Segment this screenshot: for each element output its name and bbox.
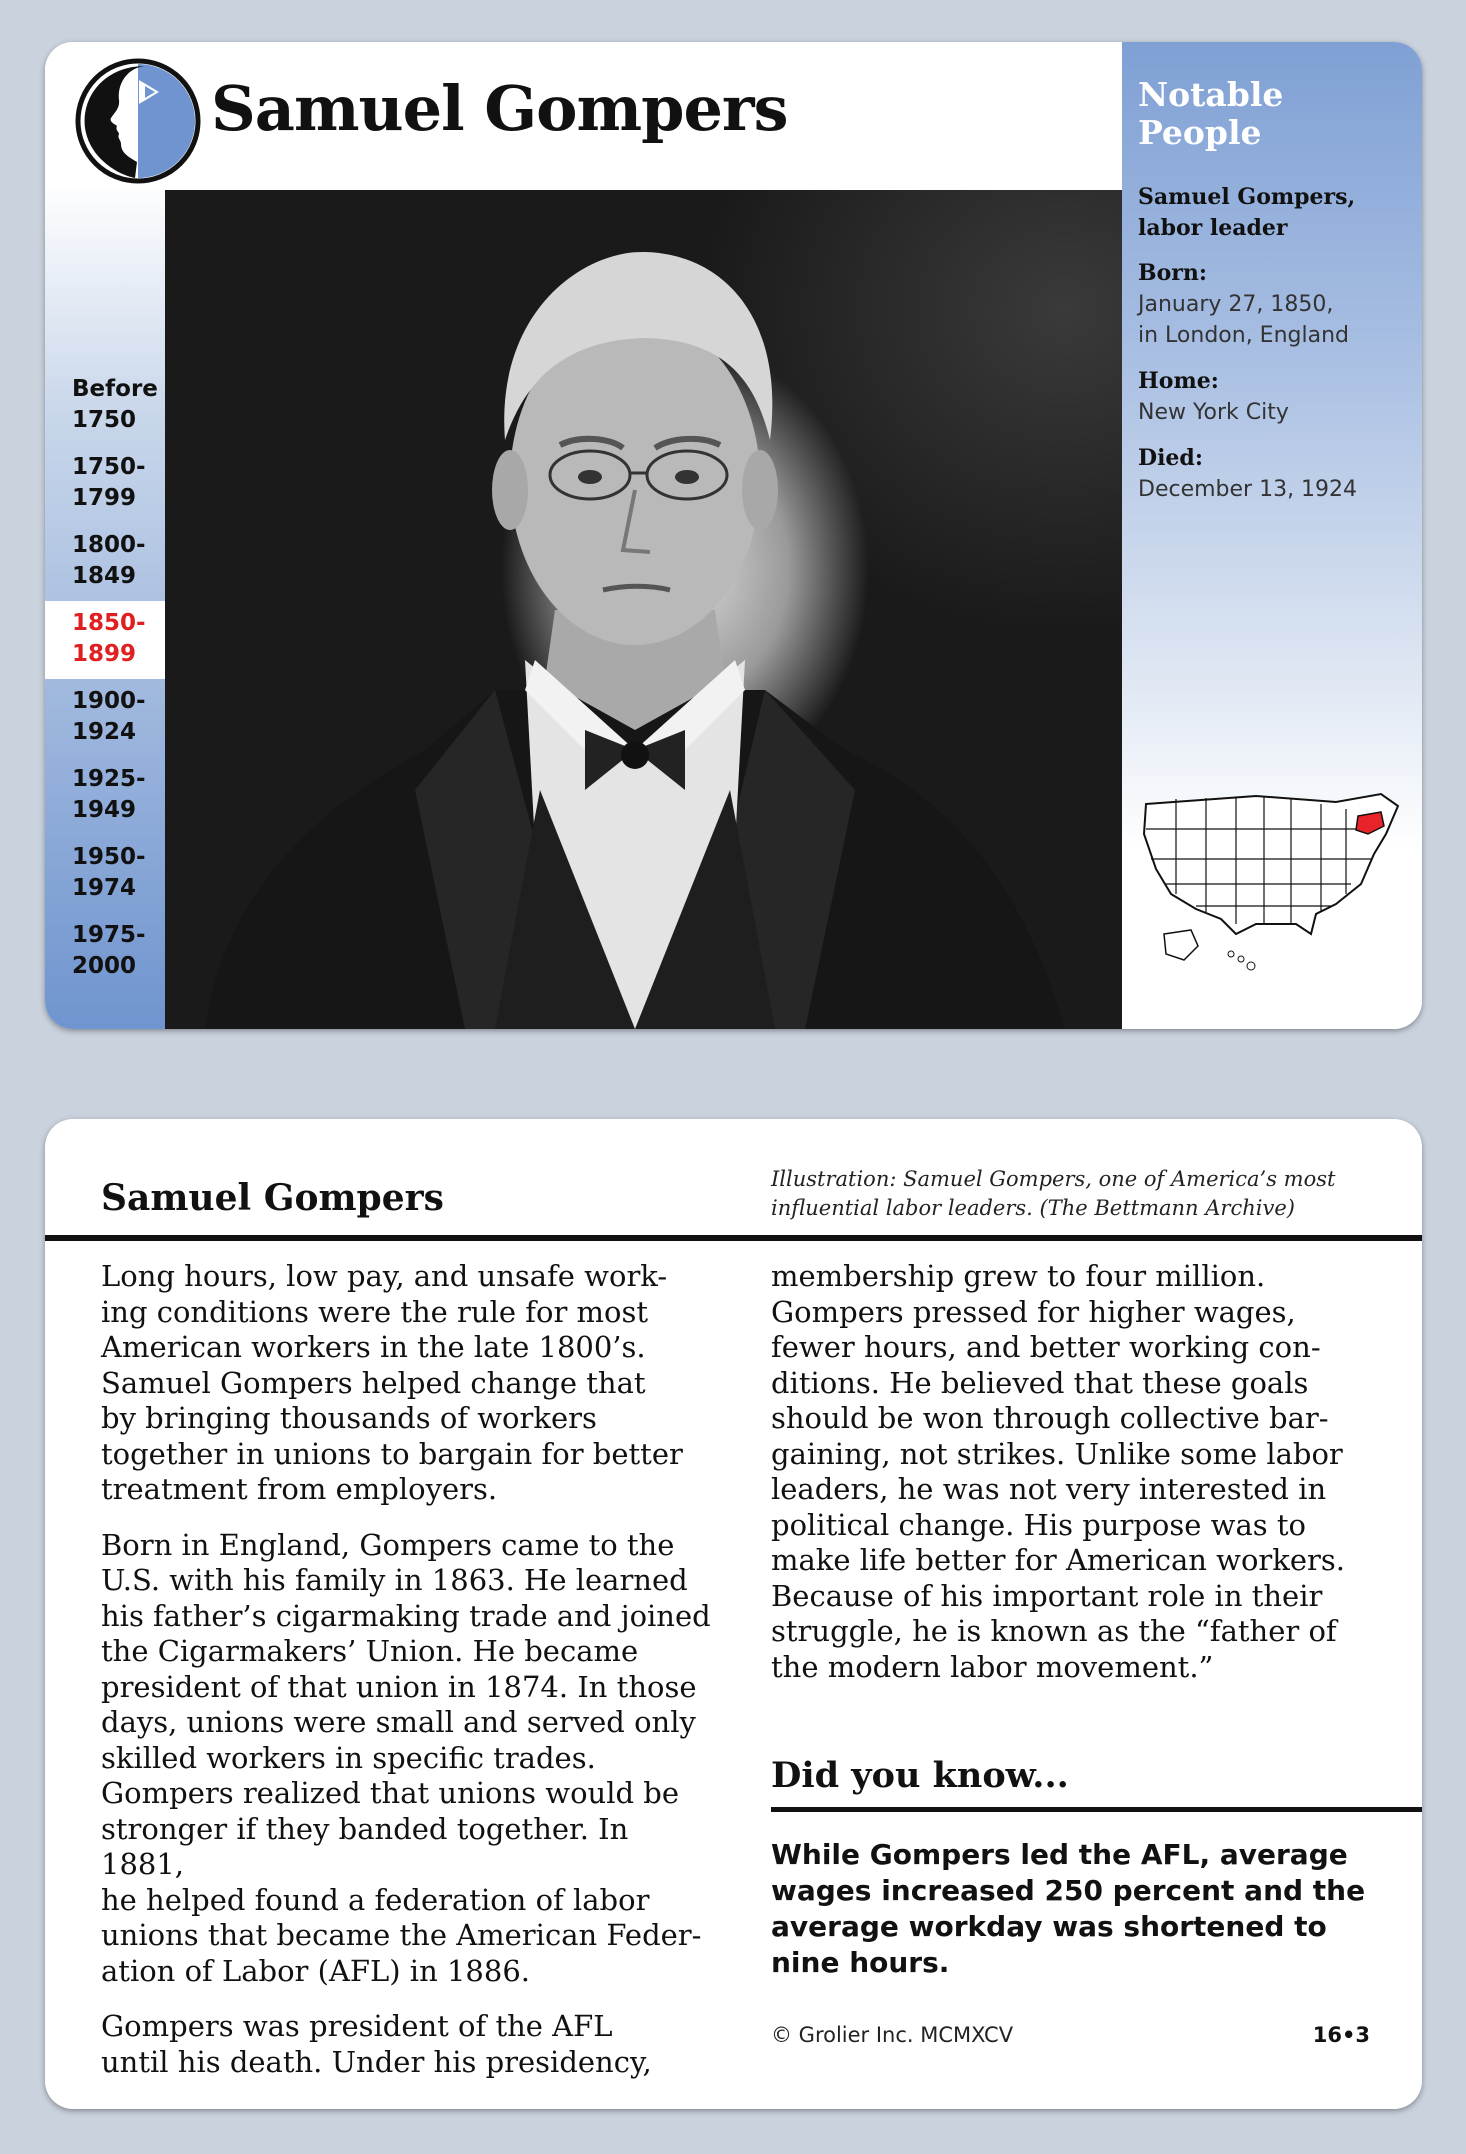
back-header (45, 1119, 1422, 1241)
paragraph: Long hours, low pay, and unsafe work- ing conditions were the rule for most American workers in the late 1800’s. Samuel Gompers helped change that by bringing thousands of workers together in unions to bargain for better treatment from employers. (101, 1259, 683, 1506)
portrait-photo (165, 190, 1125, 1029)
card-number: 16•3 (1312, 2023, 1370, 2047)
died-fact: Died: December 13, 1924 (1138, 445, 1358, 502)
text-column-left (101, 1259, 711, 2100)
divider (771, 1807, 1422, 1812)
era-1925-1949: 1925- 1949 (72, 766, 146, 823)
era-1750-1799: 1750- 1799 (72, 454, 146, 511)
portrait-illustration (165, 190, 1125, 1029)
us-map-icon (1136, 784, 1406, 984)
era-1800-1849: 1800- 1849 (72, 532, 146, 589)
era-1975-2000: 1975- 2000 (72, 922, 146, 979)
era-1900-1924: 1900- 1924 (72, 688, 146, 745)
did-you-know-heading: Did you know... (771, 1755, 1069, 1796)
back-card (45, 1119, 1422, 2109)
subject-label: Samuel Gompers, labor leader (1138, 184, 1356, 241)
copyright: © Grolier Inc. MCMXCV (771, 2023, 1014, 2047)
era-before-1750: Before 1750 (72, 376, 158, 433)
home-fact: Home: New York City (1138, 368, 1289, 425)
photo-caption: Illustration: Samuel Gompers, one of America’s most influential labor leaders. (The Bettmann Archive) (771, 1167, 1336, 1220)
paragraph: Born in England, Gompers came to the U.S. with his family in 1863. He learned his father’s cigarmaking trade and joined the Cigarmakers’ Union. He became president of that union in 1874. In those days, unions were small and served only skilled workers in specific trades. Gompers realized that unions would be stronger if they banded together. In 1881, he helped found a federation of labor unions that became the American Feder- ation of Labor (AFL) in 1886. (101, 1527, 711, 1988)
profile-logo-icon (75, 58, 201, 184)
card-title: Samuel Gompers (211, 72, 788, 145)
paragraph: Gompers was president of the AFL until his death. Under his presidency, (101, 2009, 652, 2079)
back-title: Samuel Gompers (101, 1177, 444, 1219)
text-column-right (771, 1259, 1386, 1705)
paragraph: membership grew to four million. Gompers pressed for higher wages, fewer hours, and better working con- ditions. He believed that these goals should be won through collective bar- gaining, not strikes. Unlike some labor leaders, he was not very interested in political change. His purpose was to make life better for American workers. Because of his important role in their struggle, he is known as the “father of the modern labor movement.” (771, 1259, 1345, 1684)
era-1950-1974: 1950- 1974 (72, 844, 146, 901)
era-timeline (45, 367, 165, 991)
did-you-know-text: While Gompers led the AFL, average wages increased 250 percent and the average workday was shortened to nine hours. (771, 1838, 1366, 1979)
era-1850-1899-active: 1850- 1899 (45, 601, 165, 679)
category-label: Notable People (1138, 75, 1284, 152)
facts-sidebar (1122, 42, 1422, 1029)
born-fact: Born: January 27, 1850, in London, England (1138, 260, 1349, 348)
title-band (45, 42, 1122, 190)
front-card (45, 42, 1422, 1029)
